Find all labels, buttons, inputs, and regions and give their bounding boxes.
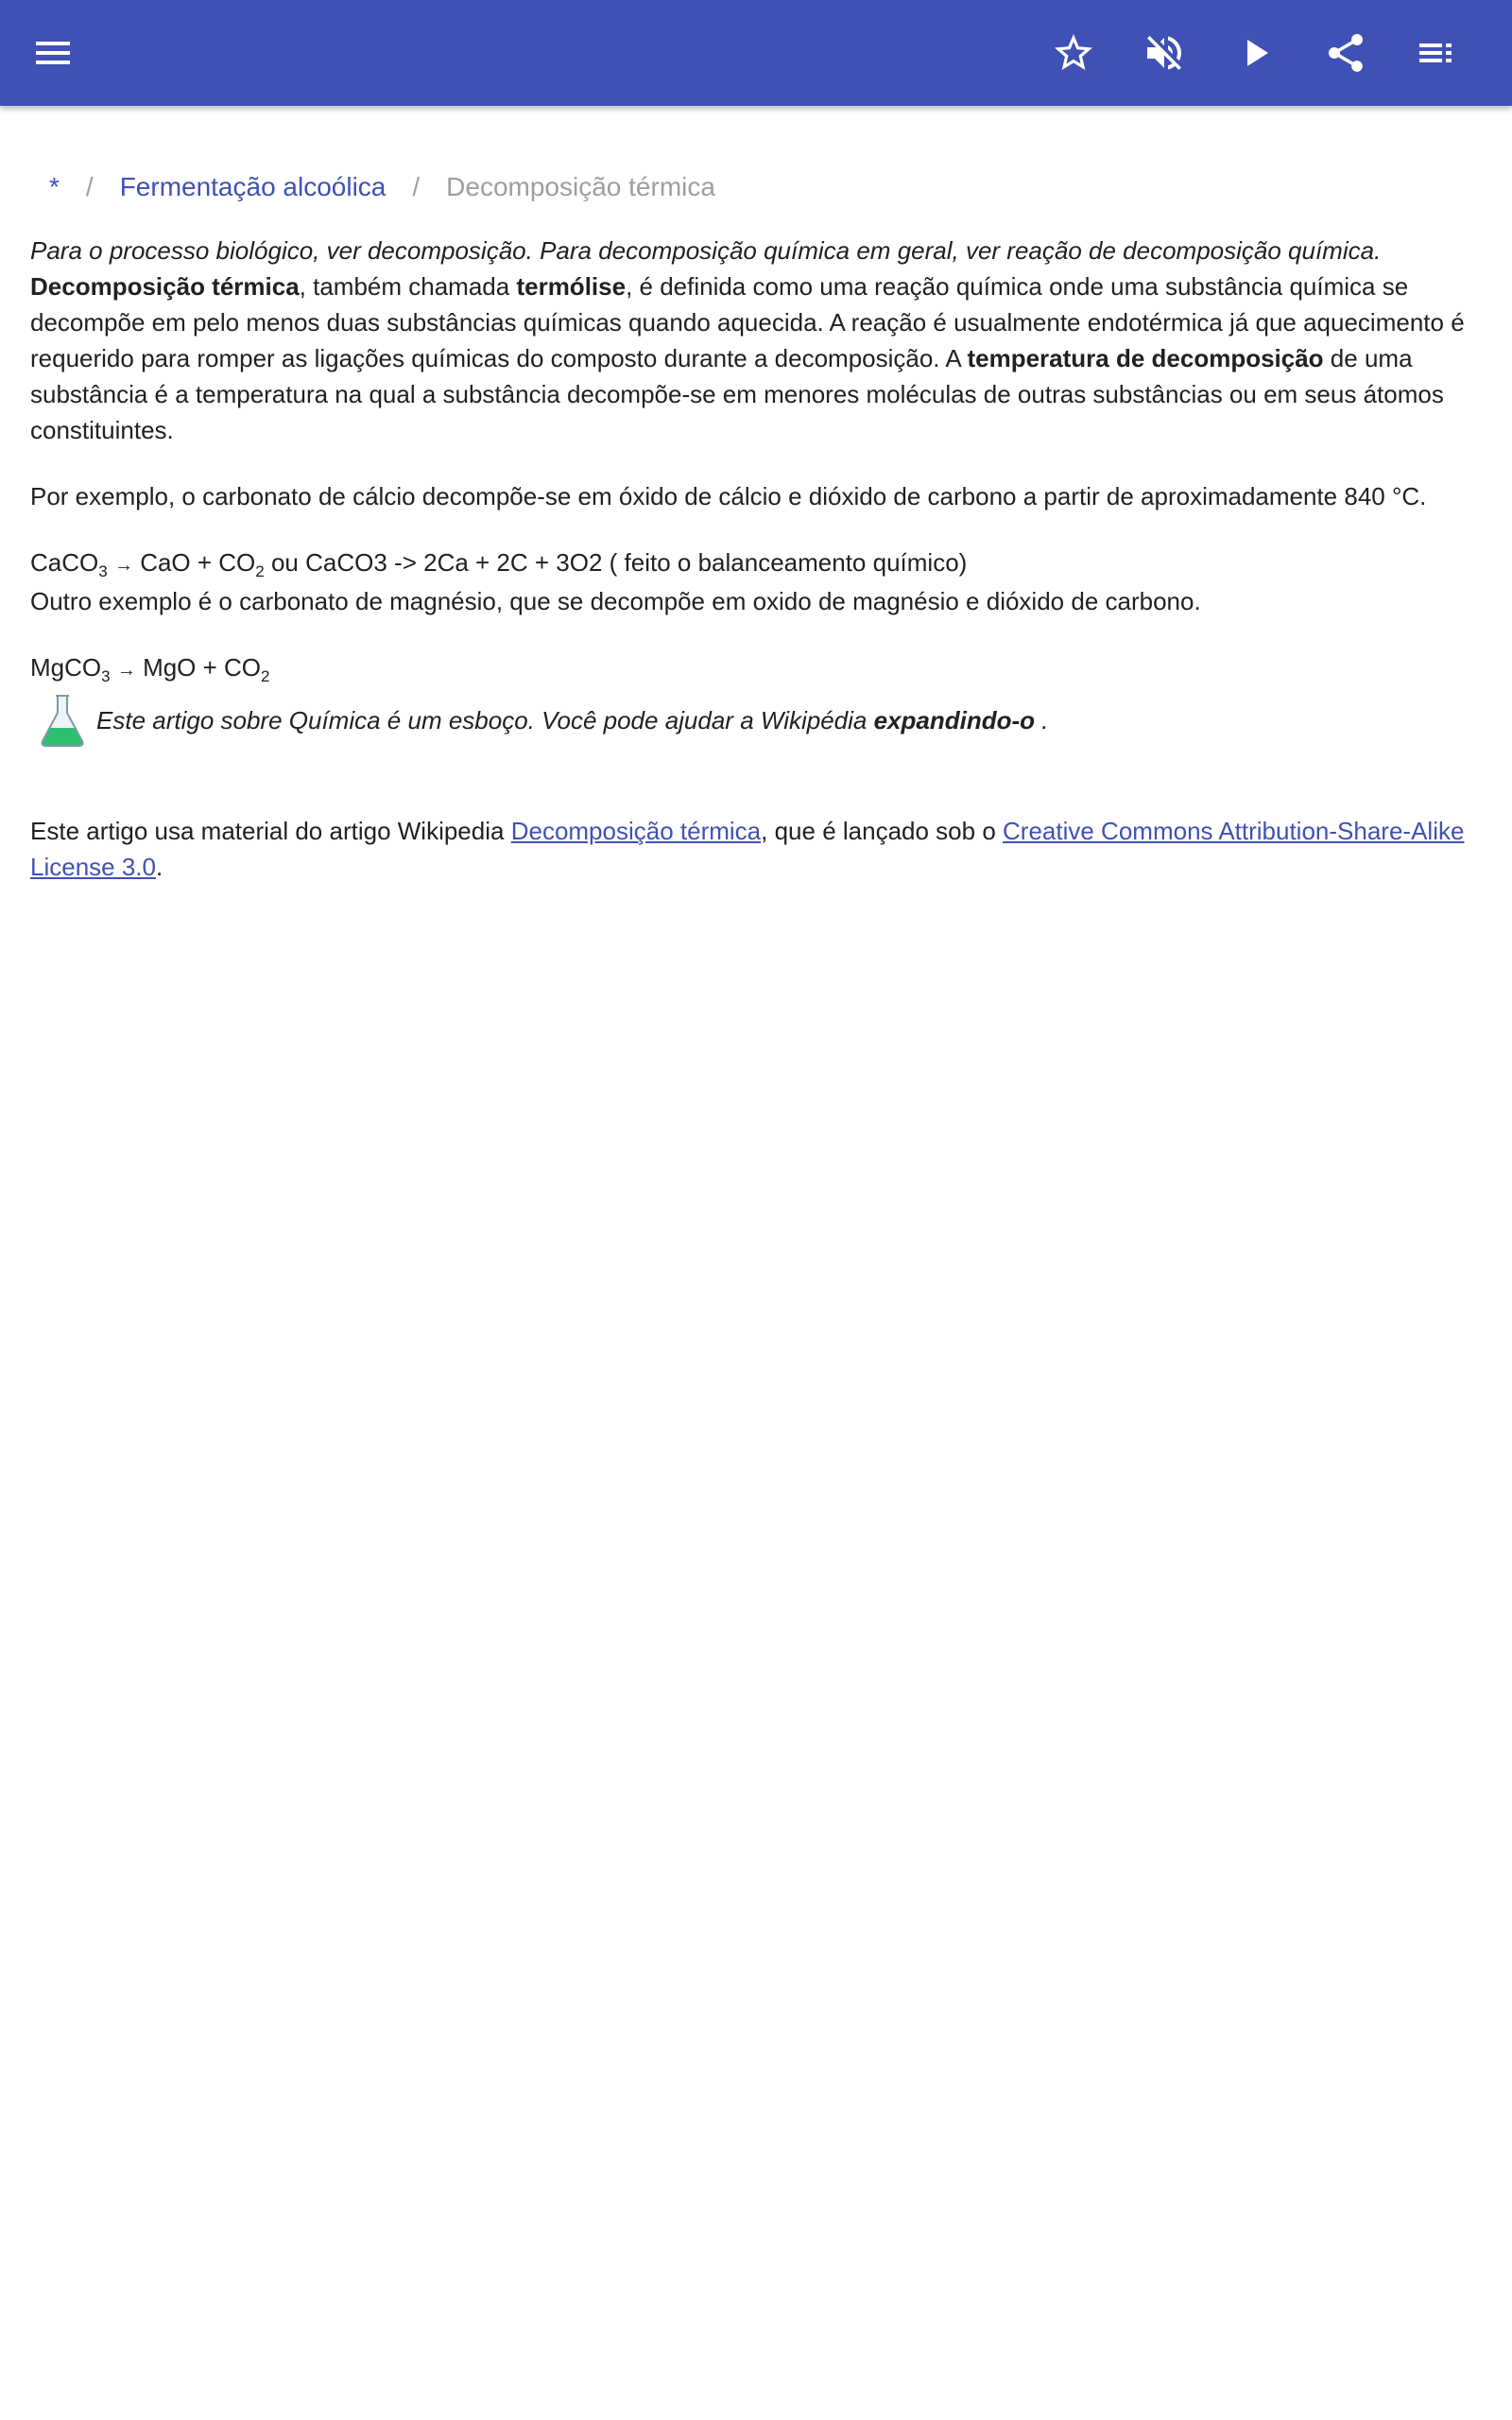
flask-icon [38, 692, 87, 749]
stub-end: . [1035, 706, 1049, 735]
formula-text: CaO + CO [140, 548, 256, 577]
article-content [30, 142, 1482, 885]
equation-magnesium [30, 649, 1482, 688]
formula-subscript: 3 [98, 562, 108, 581]
breadcrumb-current: Decomposição térmica [446, 172, 715, 201]
volume-off-icon[interactable] [1126, 15, 1202, 91]
license-link[interactable]: Creative Commons Attribution-Share-Alike License 3.0 [30, 817, 1465, 881]
intro-section [30, 233, 1482, 448]
app-bar [0, 0, 1512, 106]
reaction-arrow: → [116, 660, 136, 681]
intro-text: de uma substância é a temperatura na qual a substância decompõe-se em menores moléculas de outras substâncias ou em seus átomos constituintes. [30, 344, 1444, 444]
intro-paragraph [30, 268, 1482, 448]
breadcrumb-parent[interactable]: Fermentação alcoólica [119, 172, 387, 201]
intro-text: , também chamada [299, 272, 517, 301]
playlist-icon[interactable] [1399, 15, 1474, 91]
key-term-bold: temperatura de decomposição [967, 344, 1324, 372]
intro-text: , é definida como uma reação química onde uma substância química se decompõe em pelo menos duas substâncias químicas quando aquecida. A reação é usualmente endotérmica já que aquecimento é requerido para romper as ligações químicas do composto durante a decomposição. A [30, 272, 1465, 372]
formula-text: MgO + CO [143, 653, 262, 682]
formula-subscript: 3 [101, 667, 111, 686]
stub-expand-link[interactable]: expandindo-o [873, 706, 1036, 735]
stub-text [96, 702, 1048, 738]
formula-subscript: 2 [261, 667, 270, 686]
license-note [30, 813, 1482, 885]
menu-icon[interactable] [15, 15, 91, 91]
license-text: Este artigo usa material do artigo Wikipedia [30, 817, 511, 845]
stub-message: Este artigo sobre Química é um esboço. Você pode ajudar a Wikipédia [96, 706, 874, 735]
license-text: , que é lançado sob o [761, 817, 1004, 845]
share-icon[interactable] [1308, 15, 1383, 91]
source-article-link[interactable]: Decomposição térmica [510, 817, 762, 845]
breadcrumb-separator: / [412, 172, 421, 201]
reaction-arrow: → [113, 555, 133, 576]
example-paragraph: Por exemplo, o carbonato de cálcio decompõe-se em óxido de cálcio e dióxido de carbono a partir de aproximadamente 840 °C. [30, 482, 1427, 510]
formula-text: CaCO [30, 548, 99, 577]
formula-text: MgCO [30, 653, 102, 682]
stub-notice [30, 690, 1482, 751]
play-icon[interactable] [1217, 15, 1293, 91]
breadcrumb-home[interactable]: * [49, 172, 60, 201]
equation-calcium [30, 544, 1482, 583]
term-bold: Decomposição térmica [30, 272, 300, 301]
breadcrumb-separator: / [85, 172, 94, 201]
star-outline-icon[interactable] [1036, 15, 1111, 91]
formula-subscript: 2 [255, 562, 265, 581]
alt-term-bold: termólise [516, 272, 627, 301]
equation-section [30, 544, 1482, 619]
example2-paragraph: Outro exemplo é o carbonato de magnésio, que se decompõe em oxido de magnésio e dióxido de carbono. [30, 587, 1201, 615]
license-text: . [155, 853, 163, 881]
breadcrumb [30, 142, 1482, 233]
formula-text: ou CaCO3 -> 2Ca + 2C + 3O2 ( feito o balanceamento químico) [264, 548, 968, 577]
hatnote: Para o processo biológico, ver decomposição. Para decomposição química em geral, ver reação de decomposição química. [30, 236, 1382, 265]
